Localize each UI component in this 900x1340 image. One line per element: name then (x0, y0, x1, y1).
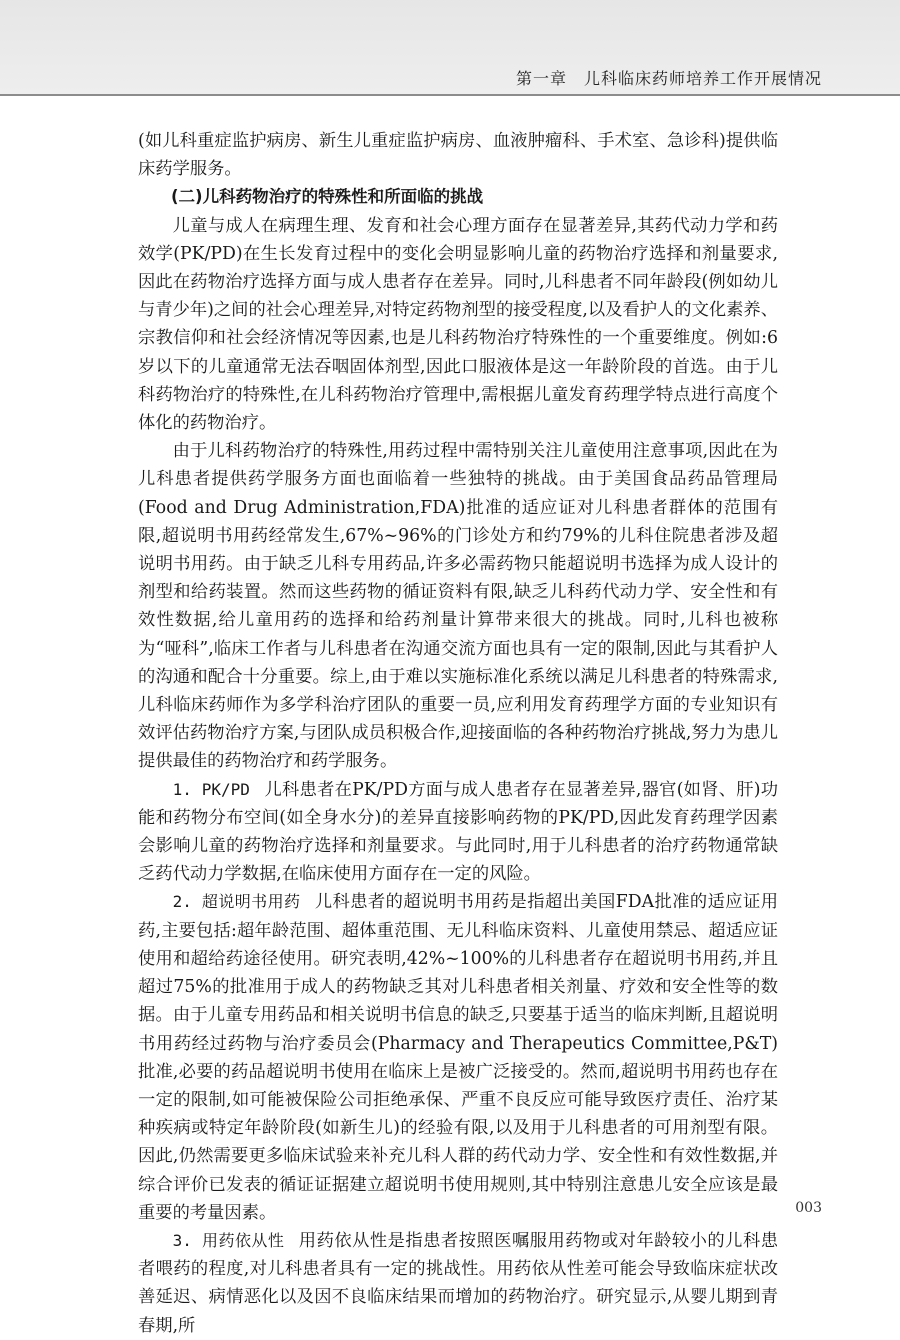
paragraph-1: 儿童与成人在病理生理、发育和社会心理方面存在显著差异,其药代动力学和药效学(PK/PD)在生长发育过程中的变化会明显影响儿童的药物治疗选择和剂量要求,因此在药物治疗选择方面与成人患者存在差异。同时,儿科患者不同年龄段(例如幼儿与青少年)之间的社会心理差异,对特定药物剂型的接受程度,以及看护人的文化素养、宗教信仰和社会经济情况等因素,也是儿科药物治疗特殊性的一个重要维度。例如:6岁以下的儿童通常无法吞咽固体剂型,因此口服液体是这一年龄阶段的首选。由于儿科药物治疗的特殊性,在儿科药物治疗管理中,需根据儿童发育药理学特点进行高度个体化的药物治疗。 (138, 215, 778, 434)
section-heading: (二)儿科药物治疗的特殊性和所面临的挑战 (171, 187, 484, 207)
item-adherence-heading: 3. 用药依从性 (172, 1230, 285, 1250)
item-adherence (138, 1227, 778, 1340)
item-pkpd (138, 776, 778, 889)
item-pkpd-text: 儿科患者在PK/PD方面与成人患者存在显著差异,器官(如肾、肝)功能和药物分布空间(如全身水分)的差异直接影响药物的PK/PD,因此发育药理学因素会影响儿童的药物治疗选择和剂量要求。与此同时,用于儿科患者的治疗药物通常缺乏药代动力学数据,在临床使用方面存在一定的风险。 (138, 779, 779, 885)
page-body (138, 127, 778, 1340)
item-adherence-text: 用药依从性是指患者按照医嘱服用药物或对年龄较小的儿科患者喂药的程度,对儿科患者具有一定的挑战性。用药依从性差可能会导致临床症状改善延迟、病情恶化以及因不良临床结果而增加的药物治疗。研究显示,从婴儿期到青春期,所 (138, 1230, 778, 1336)
paragraph-continuation: (如儿科重症监护病房、新生儿重症监护病房、血液肿瘤科、手术室、急诊科)提供临床药学服务。 (138, 131, 778, 180)
item-pkpd-heading: 1. PK/PD (172, 779, 250, 799)
item-off-label-text: 儿科患者的超说明书用药是指超出美国FDA批准的适应证用药,主要包括:超年龄范围、超体重范围、无儿科临床资料、儿童使用禁忌、超适应证使用和超给药途径使用。研究表明,42%~100%的儿科患者存在超说明书用药,并且超过75%的批准用于成人的药物缺乏其对儿科患者相关剂量、疗效和安全性等的数据。由于儿童专用药品和相关说明书信息的缺乏,只要基于适当的临床判断,且超说明书用药经过药物与治疗委员会(Pharmacy and Therapeutics Committee,P&T)批准,必要的药品超说明书使用在临床上是被广泛接受的。然而,超说明书用药也存在一定的限制,如可能被保险公司拒绝承保、严重不良反应可能导致医疗责任、治疗某种疾病或特定年龄阶段(如新生儿)的经验有限,以及用于儿科患者的可用剂型有限。因此,仍然需要更多临床试验来补充儿科人群的药代动力学、安全性和有效性数据,并综合评价已发表的循证证据建立超说明书使用规则,其中特别注意患儿安全应该是最重要的考量因素。 (138, 892, 778, 1223)
paragraph-2: 由于儿科药物治疗的特殊性,用药过程中需特别关注儿童使用注意事项,因此在为儿科患者提供药学服务方面也面临着一些独特的挑战。由于美国食品药品管理局(Food and Drug Administration,FDA)批准的适应证对儿科患者群体的范围有限,超说明书用药经常发生,67%~96%的门诊处方和约79%的儿科住院患者涉及超说明书用药。由于缺乏儿科专用药品,许多必需药物只能超说明书选择为成人设计的剂型和给药装置。然而这些药物的循证资料有限,缺乏儿科药代动力学、安全性和有效性数据,给儿童用药的选择和给药剂量计算带来很大的挑战。同时,儿科也被称为“哑科”,临床工作者与儿科患者在沟通交流方面也具有一定的限制,因此与其看护人的沟通和配合十分重要。综上,由于难以实施标准化系统以满足儿科患者的特殊需求,儿科临床药师作为多学科治疗团队的重要一员,应利用发育药理学方面的专业知识有效评估药物治疗方案,与团队成员积极合作,迎接面临的各种药物治疗挑战,努力为患儿提供最佳的药物治疗和药学服务。 (138, 441, 778, 772)
item-off-label (138, 888, 778, 1226)
page-number: 003 (795, 1200, 822, 1216)
item-off-label-heading: 2. 超说明书用药 (172, 892, 301, 912)
header-rule (0, 94, 900, 96)
chapter-title: 第一章 儿科临床药师培养工作开展情况 (515, 69, 822, 88)
